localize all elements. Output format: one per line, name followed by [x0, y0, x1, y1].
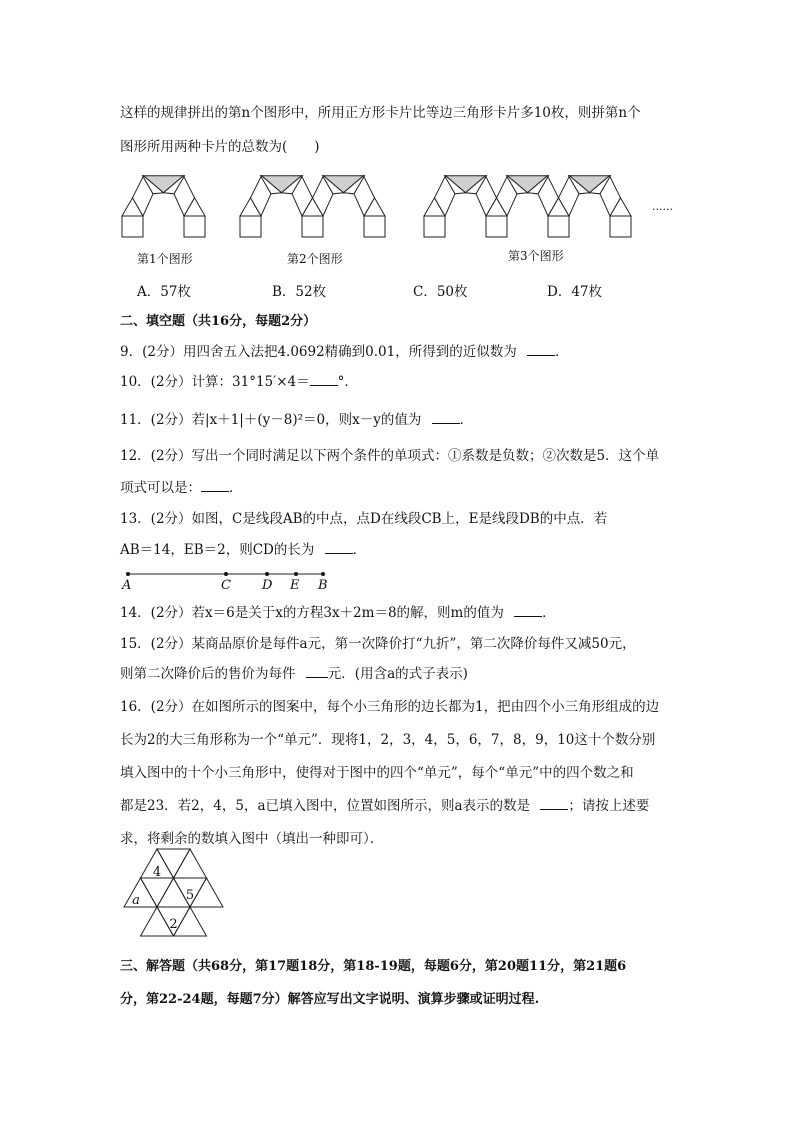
option-a: A．57枚 [137, 284, 191, 300]
figure-caption-2: 第2个图形 [287, 252, 343, 266]
cell-bottom: 2 [169, 917, 178, 932]
q13-blank [325, 540, 353, 554]
pillar-square-3-3 [610, 216, 631, 237]
q12-line2: 项式可以是： ． [120, 480, 243, 496]
q15-line2-post: 元．(用含a的式子表示) [327, 666, 468, 682]
pillar-square-3-0 [424, 216, 445, 237]
q8-line1: 这样的规律拼出的第n个图形中，所用正方形卡片比等边三角形卡片多10枚，则拼第n个 [120, 105, 641, 121]
q13-line1: 13．(2分）如图，C是线段AB的中点，点D在线段CB上，E是线段DB的中点．若 [120, 511, 608, 527]
figure-caption-1: 第1个图形 [137, 252, 193, 266]
q13-line2-text: AB＝14，EB＝2，则CD的长为 [120, 542, 315, 558]
pillar-square-2-2 [364, 216, 385, 237]
q15-line2-pre: 则第二次降价后的售价为每件 [120, 666, 296, 682]
q13-line2: AB＝14，EB＝2，则CD的长为 ． [120, 542, 367, 558]
q12-blank [201, 478, 229, 492]
q15-line2 [120, 664, 468, 684]
pillar-square-1-1 [184, 216, 205, 237]
q16-blank [540, 796, 568, 810]
section3-line2: 分，第22-24题，每题7分）解答应写出文字说明、演算步骤或证明过程. [120, 992, 540, 1007]
section2-heading: 二、填空题（共16分，每题2分） [120, 314, 317, 329]
q12-line2-text: 项式可以是： [120, 480, 201, 496]
q9: 9．(2分）用四舍五入法把4.0692精确到0.01，所得到的近似数为 ． [120, 344, 569, 360]
point-e: E [290, 578, 300, 593]
q16-line3: 填入图中的十个小三角形中，使得对于图中的四个“单元”，每个“单元”中的四个数之和 [120, 765, 634, 781]
q9-text: 9．(2分）用四舍五入法把4.0692精确到0.01，所得到的近似数为 [120, 344, 517, 360]
q16-line4-pre: 都是23．若2，4，5，a已填入图中，位置如图所示，则a表示的数是 [120, 798, 531, 814]
q16-line2: 长为2的大三角形称为一个“单元”．现将1，2，3，4，5，6，7，8，9，10这十个数分别 [120, 732, 656, 748]
q11-blank [432, 410, 460, 424]
q16-line1: 16．(2分）在如图所示的图案中，每个小三角形的边长都为1，把由四个小三角形组成的边 [120, 699, 660, 715]
option-b: B．52枚 [272, 284, 327, 300]
q14-blank [514, 603, 542, 617]
cell-top: 4 [152, 865, 162, 880]
point-c: C [221, 578, 231, 593]
q10-text: 10．(2分）计算：31°15′×4＝ [120, 374, 310, 390]
q15-blank [306, 664, 328, 678]
q14: 14．(2分）若x＝6是关于x的方程3x＋2m＝8的解，则m的值为 ． [120, 605, 556, 621]
q16-line4 [120, 796, 649, 816]
segment-figure [0, 566, 794, 596]
q16-line4-post: ；请按上述要 [568, 798, 650, 814]
arch-figures [0, 172, 794, 262]
cell-right: 5 [185, 888, 195, 903]
figure-ellipsis: ...... [652, 200, 673, 213]
pillar-square-2-0 [240, 216, 261, 237]
pillar-square-3-1 [486, 216, 507, 237]
q10-suffix: °． [337, 374, 358, 390]
triangle-figure [0, 846, 794, 946]
option-d: D．47枚 [547, 284, 603, 300]
q12-line1: 12．(2分）写出一个同时满足以下两个条件的单项式：①系数是负数；②次数是5．这个单 [120, 448, 660, 464]
option-c: C．50枚 [413, 284, 468, 300]
point-a: A [122, 578, 132, 593]
figure-caption-3: 第3个图形 [508, 249, 564, 263]
q11: 11．(2分）若|x＋1|＋(y－8)²＝0，则x－y的值为 ． [120, 412, 474, 428]
q15-line1: 15．(2分）某商品原价是每件a元，第一次降价打“九折”，第二次降价每件又减50元， [120, 636, 636, 652]
q10-blank [310, 372, 338, 386]
point-b: B [318, 578, 328, 593]
cell-left: a [132, 893, 140, 908]
q8-options [0, 280, 794, 300]
pillar-square-2-1 [302, 216, 323, 237]
q11-text: 11．(2分）若|x＋1|＋(y－8)²＝0，则x－y的值为 [120, 412, 422, 428]
q9-blank [527, 342, 555, 356]
pillar-square-1-0 [122, 216, 143, 237]
q10 [120, 372, 358, 392]
q8-line2: 图形所用两种卡片的总数为( ) [120, 139, 320, 155]
pillar-square-3-2 [548, 216, 569, 237]
q14-text: 14．(2分）若x＝6是关于x的方程3x＋2m＝8的解，则m的值为 [120, 605, 504, 621]
point-d: D [262, 578, 273, 593]
q16-line5: 求，将剩余的数填入图中（填出一种即可）． [120, 831, 384, 847]
section3-line1: 三、解答题（共68分，第17题18分，第18-19题，每题6分，第20题11分，第21题6 [120, 959, 627, 974]
